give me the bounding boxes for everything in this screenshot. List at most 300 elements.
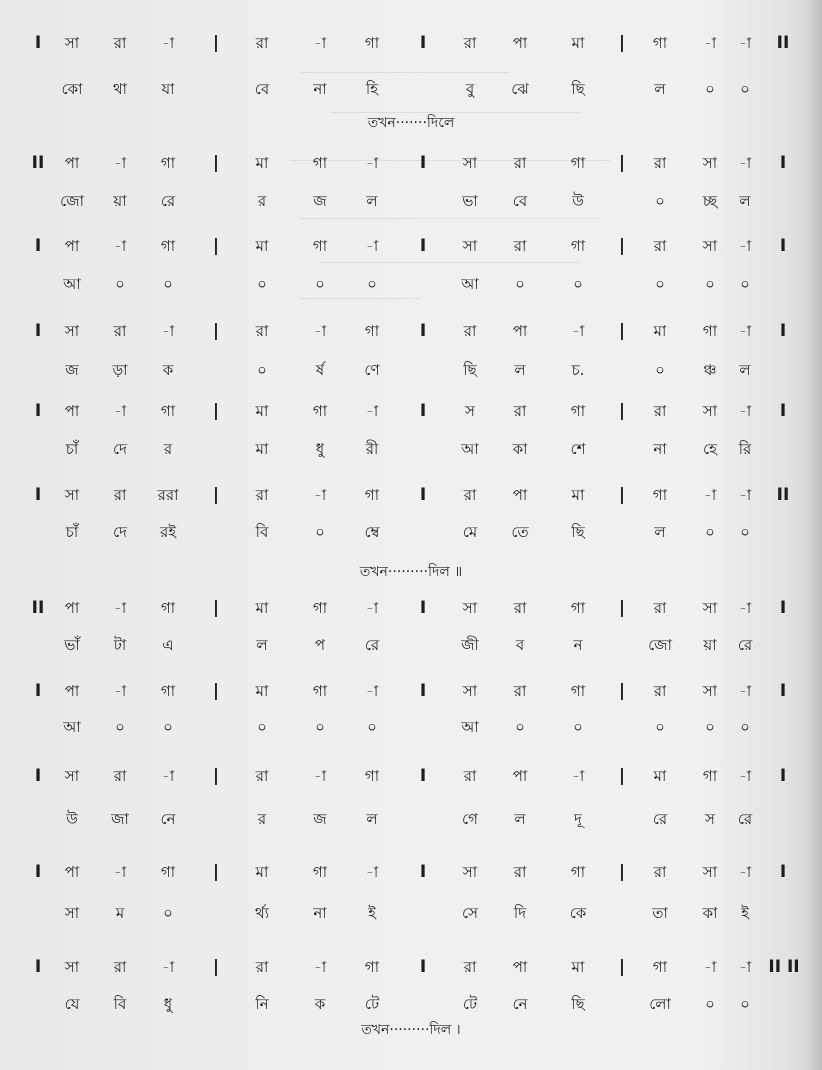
- bar-line: I: [779, 401, 787, 421]
- lyric-syllable: চ.: [571, 361, 585, 379]
- lyric-syllable: হে: [703, 440, 717, 458]
- bar-line: I: [779, 598, 787, 618]
- swara-note: সা: [64, 322, 80, 340]
- bar-line: |: [212, 681, 220, 701]
- caption-text: তখন·······দিলে: [367, 115, 455, 131]
- swara-note: -া: [738, 154, 752, 172]
- swara-note: গা: [364, 958, 380, 976]
- bar-line: |: [212, 862, 220, 882]
- bar-line: I: [779, 236, 787, 256]
- swara-line: [0, 952, 822, 982]
- lyric-syllable: টে: [462, 995, 478, 1013]
- bar-line: |: [212, 153, 220, 173]
- lyric-syllable: বি: [255, 523, 269, 541]
- lyric-syllable: ০: [257, 718, 267, 736]
- swara-line: [0, 28, 822, 58]
- lyric-syllable: ই: [368, 904, 376, 922]
- lyric-syllable: ধু: [315, 440, 325, 458]
- lyric-syllable: আ: [461, 275, 479, 293]
- lyric-syllable: আ: [461, 718, 479, 736]
- swara-note: -া: [571, 767, 585, 785]
- lyric-syllable: ল: [366, 192, 378, 210]
- swara-note: রা: [255, 486, 269, 504]
- swara-line: [0, 593, 822, 623]
- swara-note: -া: [365, 682, 379, 700]
- bar-line: I: [419, 321, 427, 341]
- lyric-syllable: তে: [511, 523, 529, 541]
- swara-note: রা: [113, 767, 127, 785]
- lyric-syllable: ণে: [364, 361, 380, 379]
- lyric-syllable: যে: [64, 995, 80, 1013]
- lyric-syllable: দে: [113, 440, 127, 458]
- bar-line: |: [618, 485, 626, 505]
- swara-note: -া: [113, 682, 127, 700]
- lyric-line: [0, 712, 822, 742]
- swara-note: ররা: [157, 486, 179, 504]
- swara-note: সা: [702, 402, 718, 420]
- swara-note: পা: [64, 402, 80, 420]
- swara-note: মা: [571, 486, 585, 504]
- bar-line: |: [212, 236, 220, 256]
- lyric-syllable: সে: [462, 904, 478, 922]
- swara-note: পা: [64, 682, 80, 700]
- bar-line: II: [31, 598, 45, 618]
- lyric-syllable: ল: [739, 361, 751, 379]
- caption-tokhon-dile: [0, 111, 822, 135]
- lyric-syllable: রই: [159, 523, 177, 541]
- swara-note: রা: [463, 486, 477, 504]
- swara-note: সা: [64, 767, 80, 785]
- swara-note: গা: [570, 863, 586, 881]
- lyric-line: [0, 355, 822, 385]
- lyric-syllable: ০: [705, 275, 715, 293]
- swara-note: রা: [113, 958, 127, 976]
- bar-line: |: [618, 33, 626, 53]
- swara-note: -া: [738, 599, 752, 617]
- lyric-syllable: লো: [649, 995, 671, 1013]
- swara-note: মা: [255, 599, 269, 617]
- lyric-syllable: ০: [257, 361, 267, 379]
- swara-note: গা: [160, 599, 176, 617]
- lyric-syllable: র: [257, 192, 267, 210]
- swara-note: সা: [64, 958, 80, 976]
- bar-line: |: [212, 33, 220, 53]
- swara-note: সা: [702, 599, 718, 617]
- lyric-line: [0, 989, 822, 1019]
- lyric-syllable: ০: [163, 904, 173, 922]
- swara-note: রা: [255, 767, 269, 785]
- lyric-syllable: ০: [367, 275, 377, 293]
- lyric-syllable: চ্ছ: [702, 192, 718, 210]
- lyric-syllable: ছি: [571, 80, 585, 98]
- swara-note: -া: [113, 863, 127, 881]
- lyric-syllable: শে: [570, 440, 586, 458]
- swara-note: -া: [365, 402, 379, 420]
- lyric-line: [0, 630, 822, 660]
- lyric-syllable: ল: [654, 80, 666, 98]
- lyric-syllable: থা: [112, 80, 128, 98]
- lyric-syllable: জ: [313, 810, 327, 828]
- swara-note: রা: [113, 322, 127, 340]
- lyric-line: [0, 186, 822, 216]
- lyric-syllable: ন: [573, 636, 583, 654]
- swara-note: -া: [365, 237, 379, 255]
- swara-note: রা: [653, 237, 667, 255]
- swara-note: গা: [570, 402, 586, 420]
- lyric-line: [0, 434, 822, 464]
- swara-note: গা: [312, 237, 328, 255]
- lyric-syllable: মে: [462, 523, 478, 541]
- swara-note: পা: [64, 863, 80, 881]
- swara-note: -া: [738, 402, 752, 420]
- swara-note: -া: [738, 322, 752, 340]
- bar-line: I: [779, 862, 787, 882]
- lyric-syllable: যা: [161, 80, 175, 98]
- lyric-syllable: জ: [313, 192, 327, 210]
- lyric-syllable: ০: [740, 995, 750, 1013]
- swara-note: -া: [161, 958, 175, 976]
- swara-note: সা: [702, 154, 718, 172]
- swara-note: -া: [703, 34, 717, 52]
- swara-note: পা: [64, 599, 80, 617]
- bar-line: |: [618, 153, 626, 173]
- lyric-syllable: গে: [462, 810, 478, 828]
- bar-line: |: [618, 236, 626, 256]
- swara-note: সা: [702, 682, 718, 700]
- lyric-syllable: নে: [512, 995, 528, 1013]
- swara-note: রা: [513, 599, 527, 617]
- lyric-syllable: কা: [702, 904, 718, 922]
- bar-line: I: [34, 485, 42, 505]
- swara-note: গা: [364, 767, 380, 785]
- swara-note: সা: [64, 34, 80, 52]
- swara-note: -া: [571, 322, 585, 340]
- swara-note: -া: [313, 958, 327, 976]
- swara-note: রা: [513, 237, 527, 255]
- lyric-syllable: ধু: [163, 995, 173, 1013]
- lyric-syllable: ক: [162, 361, 174, 379]
- swara-note: রা: [653, 682, 667, 700]
- swara-note: -া: [738, 863, 752, 881]
- swara-note: গা: [312, 599, 328, 617]
- swara-note: গা: [160, 237, 176, 255]
- lyric-syllable: দে: [113, 523, 127, 541]
- lyric-syllable: তা: [652, 904, 668, 922]
- lyric-syllable: মা: [255, 440, 269, 458]
- swara-note: -া: [161, 34, 175, 52]
- lyric-syllable: ভাঁ: [64, 636, 80, 654]
- swara-note: রা: [513, 682, 527, 700]
- lyric-syllable: ০: [705, 80, 715, 98]
- swara-note: পা: [512, 486, 528, 504]
- bar-line: II: [776, 485, 790, 505]
- lyric-syllable: র্ষ: [315, 361, 325, 379]
- bar-line: I: [419, 401, 427, 421]
- bar-line: I: [419, 957, 427, 977]
- lyric-syllable: নি: [255, 995, 269, 1013]
- lyric-syllable: ০: [655, 192, 665, 210]
- swara-note: সা: [462, 599, 478, 617]
- lyric-syllable: ০: [573, 275, 583, 293]
- swara-note: রা: [653, 599, 667, 617]
- lyric-syllable: ছি: [571, 523, 585, 541]
- bar-line: |: [618, 321, 626, 341]
- swara-note: মা: [255, 237, 269, 255]
- bar-line: |: [618, 401, 626, 421]
- swara-note: রা: [463, 958, 477, 976]
- bar-line: I: [419, 153, 427, 173]
- swara-note: -া: [738, 958, 752, 976]
- bar-line: I: [34, 401, 42, 421]
- lyric-syllable: য়া: [703, 636, 717, 654]
- lyric-syllable: কা: [512, 440, 528, 458]
- lyric-syllable: ল: [366, 810, 378, 828]
- swara-note: পা: [512, 767, 528, 785]
- swara-note: রা: [463, 767, 477, 785]
- lyric-syllable: স: [705, 810, 715, 828]
- swara-note: গা: [570, 682, 586, 700]
- lyric-syllable: জা: [111, 810, 129, 828]
- lyric-syllable: ল: [739, 192, 751, 210]
- lyric-syllable: বে: [512, 192, 528, 210]
- caption-text: তখন·········দিল ।: [361, 1022, 461, 1038]
- lyric-syllable: না: [313, 80, 327, 98]
- swara-note: গা: [312, 154, 328, 172]
- bar-line: I: [419, 862, 427, 882]
- lyric-syllable: র: [163, 440, 173, 458]
- lyric-syllable: ০: [115, 718, 125, 736]
- bar-line: I: [34, 766, 42, 786]
- swara-note: গা: [570, 154, 586, 172]
- swara-note: -া: [703, 958, 717, 976]
- lyric-syllable: ০: [705, 718, 715, 736]
- bar-line: I: [779, 153, 787, 173]
- swara-note: রা: [255, 958, 269, 976]
- bar-line: I: [419, 598, 427, 618]
- lyric-syllable: রে: [652, 810, 668, 828]
- swara-note: রা: [653, 402, 667, 420]
- swara-note: -া: [161, 767, 175, 785]
- lyric-syllable: দি: [513, 904, 527, 922]
- bar-line: |: [212, 598, 220, 618]
- swara-note: সা: [462, 863, 478, 881]
- lyric-syllable: ০: [705, 523, 715, 541]
- lyric-syllable: ০: [315, 275, 325, 293]
- swara-note: রা: [113, 486, 127, 504]
- swara-note: গা: [160, 154, 176, 172]
- lyric-syllable: না: [313, 904, 327, 922]
- lyric-syllable: কে: [569, 904, 587, 922]
- lyric-syllable: ড়া: [112, 361, 128, 379]
- lyric-syllable: ছি: [463, 361, 477, 379]
- swara-note: -া: [313, 486, 327, 504]
- lyric-line: [0, 804, 822, 834]
- bar-line: I: [34, 236, 42, 256]
- lyric-syllable: উ: [572, 192, 584, 210]
- lyric-syllable: ০: [315, 523, 325, 541]
- lyric-syllable: ০: [573, 718, 583, 736]
- bar-line: I: [779, 681, 787, 701]
- swara-note: গা: [652, 486, 668, 504]
- swara-note: সা: [462, 237, 478, 255]
- swara-note: গা: [312, 682, 328, 700]
- swara-note: -া: [365, 599, 379, 617]
- lyric-syllable: ০: [655, 361, 665, 379]
- lyric-syllable: আ: [63, 718, 81, 736]
- lyric-syllable: বু: [465, 80, 475, 98]
- swara-note: মা: [255, 154, 269, 172]
- lyric-syllable: ম: [115, 904, 125, 922]
- bar-line: |: [618, 957, 626, 977]
- bar-line: |: [212, 485, 220, 505]
- lyric-syllable: রী: [365, 440, 379, 458]
- swara-line: [0, 316, 822, 346]
- lyric-syllable: ০: [515, 718, 525, 736]
- bar-line: II: [31, 153, 45, 173]
- bleed-through-mark: [300, 218, 600, 219]
- swara-note: গা: [312, 402, 328, 420]
- swara-note: পা: [64, 237, 80, 255]
- swara-note: -া: [313, 34, 327, 52]
- lyric-syllable: হি: [365, 80, 379, 98]
- lyric-syllable: ০: [740, 718, 750, 736]
- swara-note: মা: [653, 767, 667, 785]
- lyric-syllable: ০: [163, 718, 173, 736]
- lyric-syllable: ল: [654, 523, 666, 541]
- swara-note: গা: [702, 322, 718, 340]
- bar-line: |: [618, 766, 626, 786]
- lyric-syllable: বে: [254, 80, 270, 98]
- swara-note: -া: [738, 767, 752, 785]
- lyric-syllable: ঞ্চ: [703, 361, 717, 379]
- bar-line: I: [34, 957, 42, 977]
- lyric-syllable: কো: [61, 80, 83, 98]
- lyric-syllable: রে: [160, 192, 176, 210]
- swara-note: রা: [463, 34, 477, 52]
- lyric-line: [0, 269, 822, 299]
- swara-note: -া: [313, 767, 327, 785]
- lyric-syllable: না: [653, 440, 667, 458]
- swara-note: -া: [738, 237, 752, 255]
- lyric-syllable: জ: [65, 361, 79, 379]
- swara-note: সা: [702, 237, 718, 255]
- swara-note: স: [465, 402, 475, 420]
- swara-note: -া: [113, 154, 127, 172]
- caption-tokhon-dile: [0, 1018, 822, 1042]
- lyric-syllable: ০: [655, 718, 665, 736]
- swara-note: পা: [512, 958, 528, 976]
- bar-line: II: [776, 33, 790, 53]
- swara-note: রা: [513, 154, 527, 172]
- lyric-syllable: চাঁ: [65, 523, 79, 541]
- lyric-syllable: নে: [160, 810, 176, 828]
- lyric-syllable: ০: [163, 275, 173, 293]
- swara-note: রা: [255, 322, 269, 340]
- lyric-syllable: র্থ্য: [254, 904, 270, 922]
- swara-note: মা: [653, 322, 667, 340]
- lyric-syllable: ০: [655, 275, 665, 293]
- swara-note: সা: [64, 486, 80, 504]
- swara-note: সা: [462, 682, 478, 700]
- lyric-syllable: আ: [461, 440, 479, 458]
- caption-text: তখন·········দিল ॥: [359, 564, 463, 580]
- swara-note: মা: [571, 958, 585, 976]
- swara-note: রা: [463, 322, 477, 340]
- lyric-syllable: রি: [738, 440, 752, 458]
- bar-line: I: [419, 236, 427, 256]
- lyric-syllable: ঝে: [511, 80, 529, 98]
- lyric-syllable: ০: [367, 718, 377, 736]
- lyric-syllable: ই: [741, 904, 749, 922]
- lyric-syllable: ছি: [571, 995, 585, 1013]
- lyric-syllable: ০: [740, 275, 750, 293]
- lyric-syllable: সা: [64, 904, 80, 922]
- swara-note: পা: [64, 154, 80, 172]
- swara-line: [0, 480, 822, 510]
- swara-note: গা: [312, 863, 328, 881]
- swara-note: রা: [255, 34, 269, 52]
- swara-note: -া: [365, 154, 379, 172]
- swara-note: গা: [702, 767, 718, 785]
- swara-note: -া: [161, 322, 175, 340]
- lyric-syllable: উ: [66, 810, 78, 828]
- swara-note: -া: [113, 599, 127, 617]
- bar-line: |: [212, 401, 220, 421]
- bleed-through-mark: [320, 262, 580, 263]
- swara-note: গা: [570, 599, 586, 617]
- bar-line: I: [34, 321, 42, 341]
- swara-note: রা: [653, 863, 667, 881]
- lyric-syllable: জো: [648, 636, 672, 654]
- swara-note: -া: [703, 486, 717, 504]
- swara-note: গা: [364, 486, 380, 504]
- lyric-syllable: জো: [60, 192, 84, 210]
- bar-line: |: [212, 957, 220, 977]
- swara-note: গা: [160, 682, 176, 700]
- swara-note: -া: [365, 863, 379, 881]
- lyric-syllable: আ: [63, 275, 81, 293]
- lyric-line: [0, 517, 822, 547]
- bar-line: |: [618, 681, 626, 701]
- swara-note: রা: [113, 34, 127, 52]
- bar-line: I: [419, 485, 427, 505]
- swara-note: রা: [653, 154, 667, 172]
- lyric-syllable: ক: [314, 995, 326, 1013]
- bar-line: I: [779, 766, 787, 786]
- swara-note: মা: [571, 34, 585, 52]
- lyric-syllable: র: [257, 810, 267, 828]
- lyric-syllable: ল: [514, 810, 526, 828]
- lyric-syllable: টা: [113, 636, 127, 654]
- lyric-syllable: ০: [740, 523, 750, 541]
- lyric-syllable: য়া: [113, 192, 127, 210]
- bar-line: I: [419, 33, 427, 53]
- lyric-syllable: প: [314, 636, 326, 654]
- swara-line: [0, 231, 822, 261]
- swara-note: পা: [512, 34, 528, 52]
- swara-note: রা: [513, 402, 527, 420]
- lyric-line: [0, 898, 822, 928]
- lyric-syllable: ল: [514, 361, 526, 379]
- bar-line: I: [419, 681, 427, 701]
- lyric-syllable: বি: [113, 995, 127, 1013]
- lyric-syllable: এ: [162, 636, 174, 654]
- lyric-syllable: ০: [115, 275, 125, 293]
- lyric-syllable: ম্বে: [364, 523, 380, 541]
- swara-line: [0, 396, 822, 426]
- bar-line: I: [419, 766, 427, 786]
- bar-line: I: [34, 862, 42, 882]
